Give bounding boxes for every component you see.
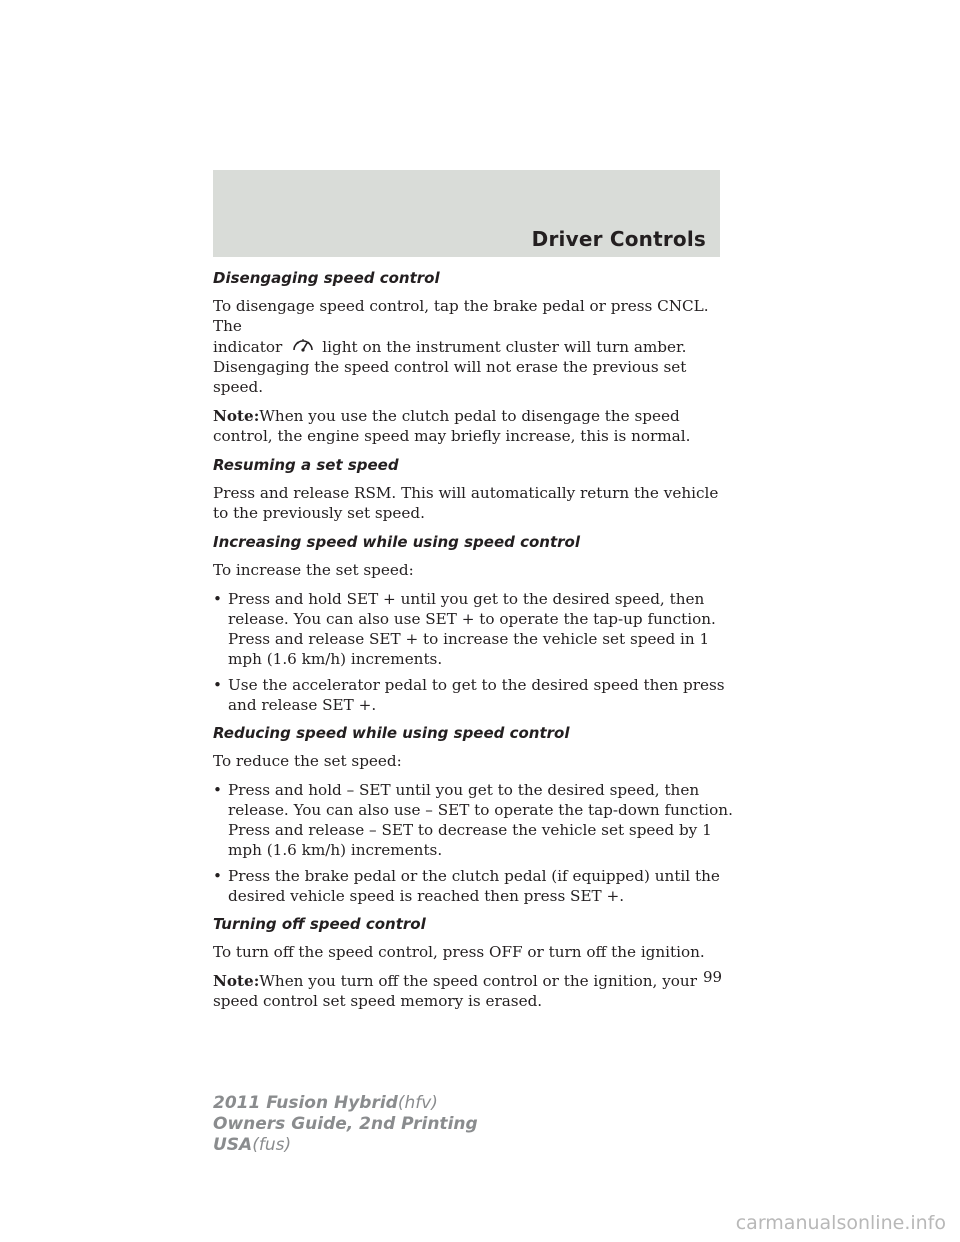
watermark: carmanualsonline.info [735, 1212, 946, 1234]
heading-turning-off: Turning off speed control [213, 915, 426, 933]
footer-market: USA [213, 1135, 253, 1155]
resuming-paragraph: Press and release RSM. This will automatically return the vehicle to the previously set speed. [213, 484, 719, 522]
increasing-intro: To increase the set speed: [213, 561, 414, 579]
list-item-text: Press the brake pedal or the clutch pedal (if equipped) until the desired vehicle speed is reached then press SET +. [228, 867, 720, 905]
list-item [213, 675, 733, 715]
heading-increasing: Increasing speed while using speed control [213, 533, 580, 551]
footer-model-code: (hfv) [397, 1093, 438, 1113]
footer-edition: Owners Guide, 2nd Printing [213, 1114, 478, 1134]
note-label: Note: [213, 972, 260, 990]
heading-disengaging: Disengaging speed control [213, 269, 440, 287]
list-item [213, 780, 733, 860]
section-title: Driver Controls [531, 227, 706, 251]
footer-line1 [213, 1093, 478, 1114]
turning-off-note [213, 971, 733, 1011]
footer-model: 2011 Fusion Hybrid [213, 1093, 398, 1113]
bullet: • [213, 781, 222, 799]
heading-resuming: Resuming a set speed [213, 456, 399, 474]
reducing-intro: To reduce the set speed: [213, 752, 402, 770]
footer-line2 [213, 1114, 478, 1135]
bullet: • [213, 676, 222, 694]
footer-line3 [213, 1135, 478, 1156]
note-text: When you turn off the speed control or the ignition, your speed control set speed memory is erased. [213, 972, 697, 1010]
list-item [213, 589, 733, 669]
page-number: 99 [703, 968, 723, 986]
list-item-text: Use the accelerator pedal to get to the desired speed then press and release SET +. [228, 676, 725, 714]
list-item-text: Press and hold SET + until you get to the desired speed, then release. You can also use SET + to operate the tap-up function. Press and release SET + to increase the vehicle set speed in 1 mph (1.6 km/h) increments. [228, 590, 716, 668]
note-text: When you use the clutch pedal to disengage the speed control, the engine speed may briefly increase, this is normal. [213, 407, 691, 445]
section-header-band [213, 170, 720, 257]
heading-reducing: Reducing speed while using speed control [213, 724, 570, 742]
turning-off-paragraph: To turn off the speed control, press OFF or turn off the ignition. [213, 943, 705, 961]
document-footer [213, 1093, 478, 1156]
note-label: Note: [213, 407, 260, 425]
increasing-list [213, 589, 733, 715]
page-content [213, 268, 733, 1020]
disengaging-line3: Disengaging the speed control will not erase the previous set speed. [213, 358, 687, 396]
bullet: • [213, 590, 222, 608]
disengaging-line2-after: light on the instrument cluster will turn amber. [322, 338, 687, 356]
bullet: • [213, 867, 222, 885]
footer-market-code: (fus) [252, 1135, 292, 1155]
disengaging-paragraph [213, 296, 733, 397]
disengaging-line2-before: indicator [213, 338, 283, 356]
disengaging-note [213, 406, 733, 446]
reducing-list [213, 780, 733, 906]
disengaging-line1: To disengage speed control, tap the brake pedal or press CNCL. The [213, 297, 709, 335]
list-item [213, 866, 733, 906]
speed-control-indicator-icon [288, 336, 318, 356]
list-item-text: Press and hold – SET until you get to the desired speed, then release. You can also use – SET to operate the tap-down function. Press and release – SET to decrease the vehicle set speed by 1 mph (1.6 km/h) increments. [228, 781, 733, 859]
